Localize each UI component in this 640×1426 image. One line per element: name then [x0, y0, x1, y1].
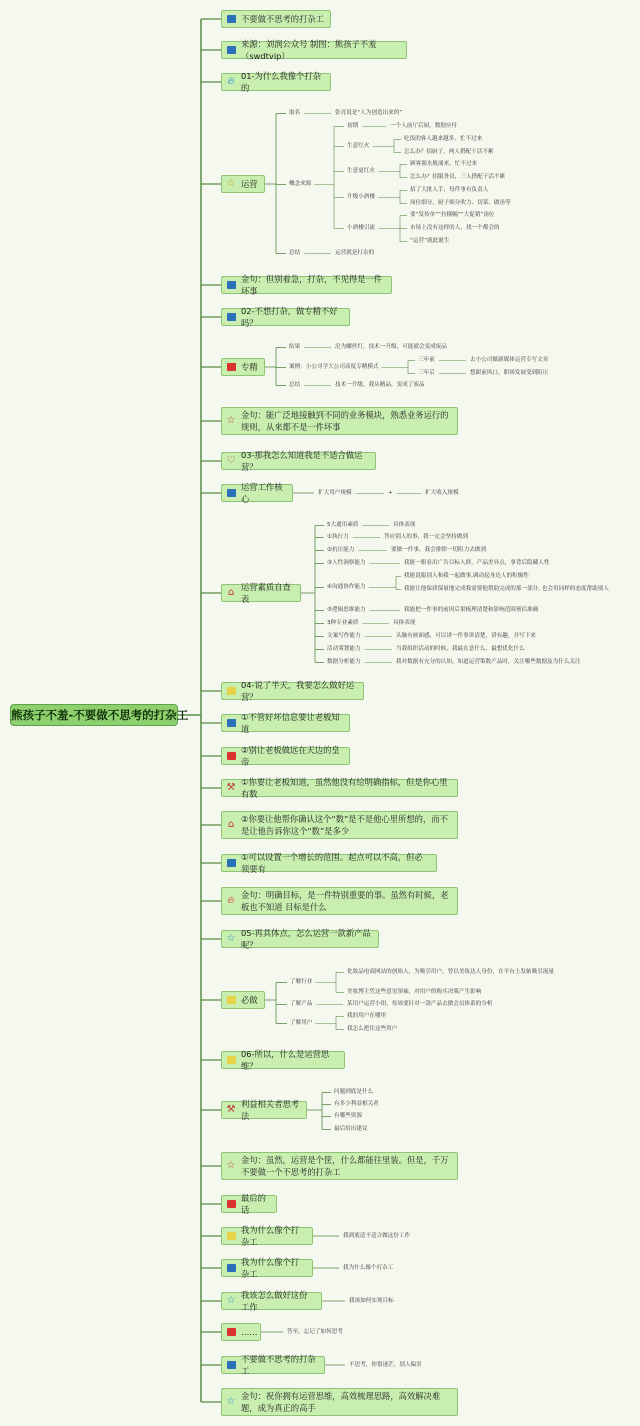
- blue-flag-icon: [225, 1359, 237, 1371]
- topic-label: 01-为什么我像个打杂的: [241, 71, 321, 93]
- leaf-text: 总结: [289, 382, 301, 388]
- blue-flag-icon: [225, 717, 237, 729]
- topic-label: 05-再具体点，怎么运营一款新产品呢？: [241, 928, 371, 950]
- topic-label: ②别让老板做远在天边的皇帝: [241, 745, 340, 767]
- leaf-text: 怎么办？招厨子，两人搭配干活不累: [404, 149, 494, 155]
- leaf-text: 不思考，你很迷茫，别人偏害: [349, 1362, 422, 1368]
- leaf-text: 去小公司做新媒体运营专写文章: [470, 357, 549, 363]
- topic-node[interactable]: [221, 276, 392, 294]
- leaf-text: 我的用户在哪里: [347, 1013, 387, 1019]
- leaf-text: 小酒楼引流: [347, 225, 375, 231]
- topic-node[interactable]: [221, 854, 437, 872]
- topic-node[interactable]: [221, 1227, 313, 1245]
- blue-flag-icon: [225, 44, 237, 56]
- topic-label: 02-不想打杂，做专精不好吗？: [241, 306, 338, 328]
- topic-label: 金句：祝你拥有运营思维，高效梳理思路，高效解决难题，成为真正的高手: [241, 1391, 441, 1413]
- yellow-flag-icon: [225, 994, 237, 1006]
- red-flag-icon: [225, 750, 237, 762]
- topic-label: 不要做不思考的打杂工: [241, 14, 324, 24]
- leaf-text: ①执行力: [327, 534, 349, 540]
- leaf-text: ③人性洞察能力: [327, 560, 366, 566]
- leaf-text: 初期: [347, 123, 359, 129]
- topic-node[interactable]: [221, 714, 350, 732]
- leaf-text: ④沟通协作能力: [327, 584, 366, 590]
- leaf-text: 技术一升级，我从精品，变成了废品: [335, 382, 425, 388]
- leaf-text: 有多少利益相关者: [334, 1101, 379, 1107]
- leaf-text: 一个人前厅后厨，数据应付: [390, 123, 458, 129]
- leaf-text: 我怎么把住这些用户: [347, 1026, 398, 1032]
- leaf-text: 问题到底是什么: [334, 1089, 374, 1095]
- topic-label: 金句：但别着急，打杂，不见得是一件坏事: [241, 274, 383, 296]
- topic-label: 运营: [241, 179, 258, 189]
- root-topic[interactable]: 熊孩子不羞-不要做不思考的打杂工: [10, 704, 178, 726]
- topic-label: 金句：明确目标，是一件特别重要的事。虽然有时候，老板也不知道 目标是什么: [241, 890, 449, 912]
- topic-node[interactable]: [221, 779, 458, 797]
- topic-node[interactable]: [221, 811, 458, 839]
- topic-node[interactable]: [221, 747, 350, 765]
- red-flag-icon: [225, 1326, 237, 1338]
- leaf-text: 活动策划能力: [327, 646, 361, 652]
- topic-node[interactable]: [221, 1101, 307, 1119]
- topic-label: 06-所以，什么是运营思维？: [241, 1049, 330, 1071]
- topic-label: 我为什么像个打杂工: [241, 1257, 300, 1279]
- leaf-text: 想跟前风口，职场发展受到阻压: [470, 370, 549, 376]
- topic-node[interactable]: [221, 1152, 458, 1180]
- leaf-text: 了解行业: [290, 979, 313, 985]
- leaf-text: 扩大收入规模: [425, 490, 459, 496]
- leaf-text: 文案写作能力: [327, 633, 361, 639]
- leaf-text: ⑤逻辑思维能力: [327, 607, 366, 613]
- leaf-text: 要做一件事，我会排除一切阻力去做到: [391, 547, 487, 553]
- leaf-text: 头脑有画面感，可以讲一件事讲清楚，讲有趣，并写下来: [396, 633, 536, 639]
- yellow-flag-icon: [225, 1230, 237, 1242]
- topic-label: 专精: [241, 362, 258, 372]
- topic-node[interactable]: [221, 308, 350, 326]
- topic-node[interactable]: [221, 73, 331, 91]
- topic-label: 金句：虽然，运营是个筐，什么都能往里装。但是，千万不要做一个不思考的打杂工: [241, 1155, 449, 1177]
- star-icon: ☆: [226, 1160, 236, 1171]
- topic-node[interactable]: [221, 358, 265, 376]
- leaf-text: 5大通用素质: [327, 522, 359, 528]
- topic-node[interactable]: [221, 1195, 277, 1213]
- leaf-text: 我该如何实现目标: [349, 1298, 394, 1304]
- blue-flag-icon: ☆: [226, 1295, 236, 1306]
- leaf-text: 我对数据有充分的认知，知道运营策数产品时，关注哪些数据及为什么关注: [396, 659, 581, 665]
- house-icon: ⌂: [227, 587, 235, 598]
- star-icon: ☆: [226, 933, 236, 944]
- leaf-text: “运营”就此诞生: [410, 238, 450, 244]
- leaf-text: 结果: [289, 344, 301, 350]
- topic-label: 金句：能广泛地接触到不同的业务模块，熟悉业务运行的规则，从来都不是一件坏事: [241, 410, 449, 432]
- topic-label: 我为什么像个打杂工: [241, 1225, 300, 1247]
- topic-node[interactable]: [221, 1292, 322, 1310]
- heart-icon: ♡: [226, 455, 236, 466]
- topic-node[interactable]: [221, 887, 458, 915]
- tools-icon: ⚒: [226, 1104, 236, 1115]
- leaf-text: 我为什么像个打杂工: [343, 1265, 394, 1271]
- topic-node[interactable]: [221, 991, 265, 1009]
- house-icon: ⌂: [227, 819, 235, 830]
- topic-label: 利益相关者思考法: [241, 1099, 300, 1121]
- topic-label: 必做: [241, 995, 258, 1005]
- yellow-flag-icon: [225, 685, 237, 697]
- topic-label: 运营工作核心: [241, 482, 283, 504]
- star-icon: ☆: [226, 1396, 236, 1407]
- leaf-text: 三年后: [418, 370, 435, 376]
- leaf-text: 最后给出建议: [334, 1126, 368, 1132]
- topic-node[interactable]: [221, 41, 407, 59]
- leaf-text: 美妆博主凭这些意见领袖，对用户的购买决策产生影响: [347, 989, 482, 995]
- blue-flag-icon: [225, 311, 237, 323]
- topic-label: 不要做不思考的打杂工: [241, 1354, 316, 1376]
- leaf-text: 运营就是打杂的: [335, 250, 375, 256]
- topic-label: ①你要让老板知道，虽然他没有给明确指标，但是你心里有数: [241, 777, 448, 799]
- leaf-text: 招了大批人手，每件事有负责人: [410, 187, 489, 193]
- blue-flag-icon: [225, 487, 237, 499]
- topic-node[interactable]: [221, 682, 364, 700]
- leaf-text: 具体表现: [393, 620, 416, 626]
- blue-flag-icon: [225, 857, 237, 869]
- leaf-text: 我能一眼看出广告目标人群，产品差异点，事背后隐藏人性: [404, 560, 550, 566]
- star-icon: ☆: [226, 415, 236, 426]
- leaf-text: 张亮说是“人为创造出来的”: [335, 110, 403, 116]
- topic-node[interactable]: [221, 175, 265, 193]
- red-flag-icon: [225, 1198, 237, 1210]
- blue-flag-icon: [225, 13, 237, 25]
- leaf-text: 当我组织活动的时候，我最在意什么，最想优化什么: [396, 646, 525, 652]
- leaf-text: 具体表现: [393, 522, 416, 528]
- topic-node[interactable]: [221, 407, 458, 435]
- topic-label: 我该怎么做好这份工作: [241, 1290, 308, 1312]
- topic-label: 最后的话: [241, 1193, 266, 1215]
- leaf-text: 岗位细分，厨子细分吹力、切菜、做汤等: [410, 200, 511, 206]
- leaf-text: 沦为螺丝钉，技术一升级，可能就会变成废品: [335, 344, 447, 350]
- leaf-text: 有哪些资源: [334, 1113, 362, 1119]
- topic-node[interactable]: [221, 1051, 345, 1069]
- fire-icon: 🔥︎: [227, 76, 235, 87]
- red-flag-icon: [225, 361, 237, 373]
- leaf-text: 扩大用户规模: [318, 490, 352, 496]
- topic-node[interactable]: [221, 484, 293, 502]
- leaf-text: 怎么办？招服务员，三人搭配干活不累: [410, 174, 506, 180]
- topic-node[interactable]: [221, 452, 376, 470]
- topic-label: 03-那我怎么知道我是不适合做运营？: [241, 450, 363, 472]
- blue-flag-icon: [225, 1262, 237, 1274]
- topic-label: ①不管好坏信息要让老板知道: [241, 712, 340, 734]
- topic-label: ……: [241, 1327, 258, 1337]
- topic-label: 04-说了半天，我要怎么做好运营？: [241, 680, 355, 702]
- blue-flag-icon: [225, 279, 237, 291]
- leaf-text: 总结: [289, 250, 301, 256]
- fire-icon: 🔥︎: [227, 895, 235, 906]
- topic-label: ①可以设置一个增长的范围。起点可以不高，但必须要有: [241, 852, 423, 874]
- leaf-text: 生意红火: [347, 143, 370, 149]
- leaf-text: 要“发传单”“拉横幅”“大促销”岗位: [410, 212, 495, 218]
- topic-node[interactable]: [221, 930, 379, 948]
- leaf-text: 答应别人的事，我一定会坚持做到: [384, 534, 468, 540]
- topic-label: 运营素质自查表: [241, 582, 291, 604]
- leaf-text: 化妆品电商网站的创始人，为吸引用户，曾以美妆达人身份，在平台上发帖吸引流量: [347, 969, 554, 975]
- leaf-text: 数据分析能力: [327, 659, 361, 665]
- topic-label: 来源：刘润公众号 制图：熊孩子不羞（swdtvip）: [241, 39, 377, 61]
- leaf-text: 顾客源水般涌来，忙不过来: [410, 161, 478, 167]
- topic-node[interactable]: [221, 1356, 325, 1374]
- leaf-text: 取名: [289, 110, 301, 116]
- leaf-text: 了解产品: [290, 1001, 313, 1007]
- leaf-text: 概念来源: [289, 181, 312, 187]
- leaf-text: 吃饭的客人越来越多，忙不过来: [404, 136, 483, 142]
- yellow-flag-icon: [225, 1054, 237, 1066]
- topic-node[interactable]: [221, 1388, 458, 1416]
- leaf-text: 我能让他保质保量地完成我需要他帮助完成的那一部分, 也会用同样的态度帮助别人: [404, 586, 609, 592]
- leaf-text: 生意更红火: [347, 168, 375, 174]
- leaf-text: 3种专业素质: [327, 620, 359, 626]
- leaf-text: 我能把一件事的前因后果梳理清楚和影响范围预估准确: [404, 607, 539, 613]
- star-icon: ☆: [226, 178, 236, 189]
- topic-node[interactable]: [221, 1323, 261, 1341]
- leaf-text: 三年前: [418, 357, 435, 363]
- leaf-text: 我能说服别人和我一起做事,调动起身边人的积极性: [404, 573, 529, 579]
- topic-node[interactable]: [221, 10, 331, 28]
- topic-node[interactable]: [221, 584, 301, 602]
- tools-icon: ⚒: [226, 782, 236, 793]
- leaf-text: 案例：小公司学大公司高度专精模式: [289, 364, 379, 370]
- topic-node[interactable]: [221, 1259, 313, 1277]
- leaf-text: ②抗压能力: [327, 547, 355, 553]
- leaf-text: 升级小酒楼: [347, 194, 375, 200]
- leaf-text: 市场上没有这样的人，找一个都会的: [410, 225, 500, 231]
- leaf-text: 答至。忘记了如何思考: [287, 1329, 343, 1335]
- leaf-text: 某用户运营小组，每周要针对一款产品去做会员体系的分析: [347, 1001, 493, 1007]
- leaf-text: 了解用户: [290, 1020, 313, 1026]
- topic-label: ②你要让他帮你确认这个“数”是不是他心里所想的，而不是让他告诉你这个“数”是多少: [241, 814, 448, 836]
- leaf-text: +: [388, 490, 393, 496]
- leaf-text: 我到底适不适合做这份工作: [343, 1233, 411, 1239]
